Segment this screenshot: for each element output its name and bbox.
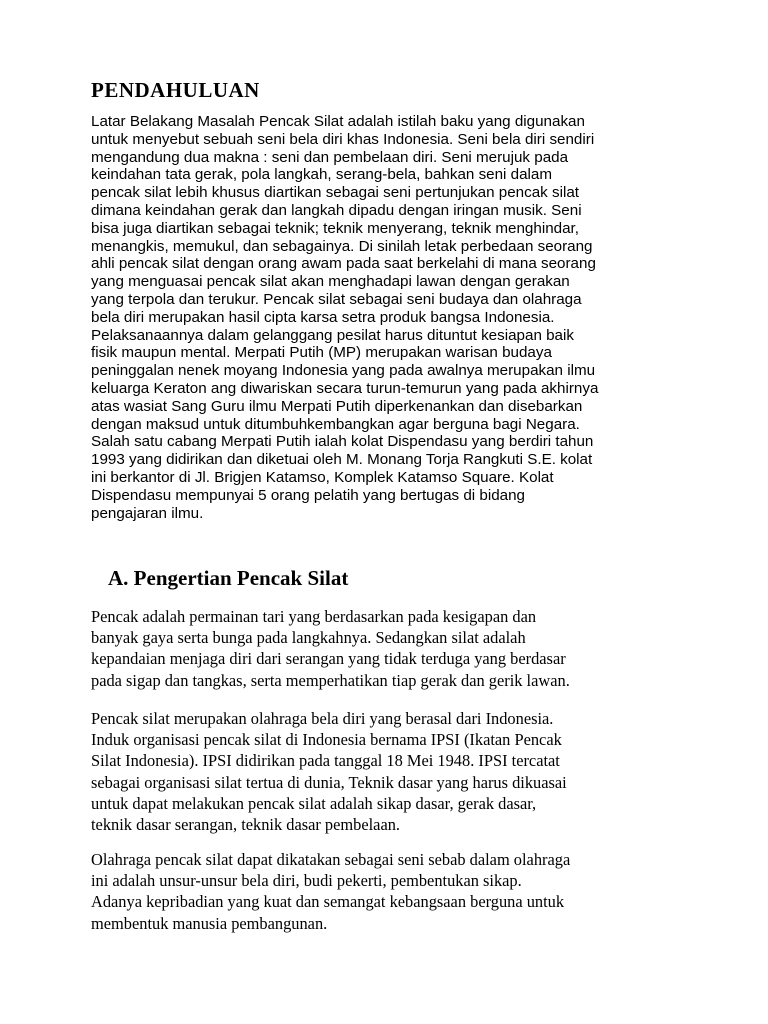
section-heading: A. Pengertian Pencak Silat [108, 566, 349, 590]
section-paragraph-1: Pencak adalah permainan tari yang berdasarkan pada kesigapan dan banyak gaya serta bunga pada langkahnya. Sedangkan silat adalah kepandaian menjaga diri dari serangan yang tidak terduga yang berdasar pada sigap dan tangkas, serta memperhatikan tiap gerak dan gerik lawan. [91, 607, 570, 690]
page-heading: PENDAHULUAN [91, 78, 260, 102]
intro-paragraph: Latar Belakang Masalah Pencak Silat adalah istilah baku yang digunakan untuk menyebut sebuah seni bela diri khas Indonesia. Seni bela diri sendiri mengandung dua makna : seni dan pembelaan diri. Seni merujuk pada keindahan tata gerak, pola langkah, serang-bela, bahkan seni dalam pencak silat lebih khusus diartikan sebagai seni pertunjukan pencak silat dimana keindahan gerak dan langkah dipadu dengan iringan musik. Seni bisa juga diartikan sebagai teknik; teknik menyerang, teknik menghindar, menangkis, memukul, dan sebagainya. Di sinilah letak perbedaan seorang ahli pencak silat dengan orang awam pada saat berkelahi di mana seorang yang menguasai pencak silat akan menghadapi lawan dengan gerakan yang terpola dan terukur. Pencak silat sebagai seni budaya dan olahraga bela diri merupakan hasil cipta karsa setra produk bangsa Indonesia. Pelaksanaannya dalam gelanggang pesilat harus dituntut kesiapan baik fisik maupun mental. Merpati Putih (MP) merupakan warisan budaya peninggalan nenek moyang Indonesia yang pada awalnya merupakan ilmu keluarga Keraton ang diwariskan secara turun-temurun yang pada akhirnya atas wasiat Sang Guru ilmu Merpati Putih diperkenankan dan disebarkan dengan maksud untuk ditumbuhkembangkan agar berguna bagi Negara. Salah satu cabang Merpati Putih ialah kolat Dispendasu yang berdiri tahun 1993 yang didirikan dan diketuai oleh M. Monang Torja Rangkuti S.E. kolat ini berkantor di Jl. Brigjen Katamso, Komplek Katamso Square. Kolat Dispendasu mempunyai 5 orang pelatih yang bertugas di bidang pengajaran ilmu. [91, 113, 599, 522]
section-paragraph-3: Olahraga pencak silat dapat dikatakan sebagai seni sebab dalam olahraga ini adalah unsur-unsur bela diri, budi pekerti, pembentukan sikap. Adanya kepribadian yang kuat dan semangat kebangsaan berguna untuk membentuk manusia pembangunan. [91, 850, 571, 933]
section-paragraph-2: Pencak silat merupakan olahraga bela diri yang berasal dari Indonesia. Induk organisasi pencak silat di Indonesia bernama IPSI (Ikatan Pencak Silat Indonesia). IPSI didirikan pada tanggal 18 Mei 1948. IPSI tercatat sebagai organisasi silat tertua di dunia, Teknik dasar yang harus dikuasai untuk dapat melakukan pencak silat adalah sikap dasar, gerak dasar, teknik dasar serangan, teknik dasar pembelaan. [91, 709, 567, 835]
